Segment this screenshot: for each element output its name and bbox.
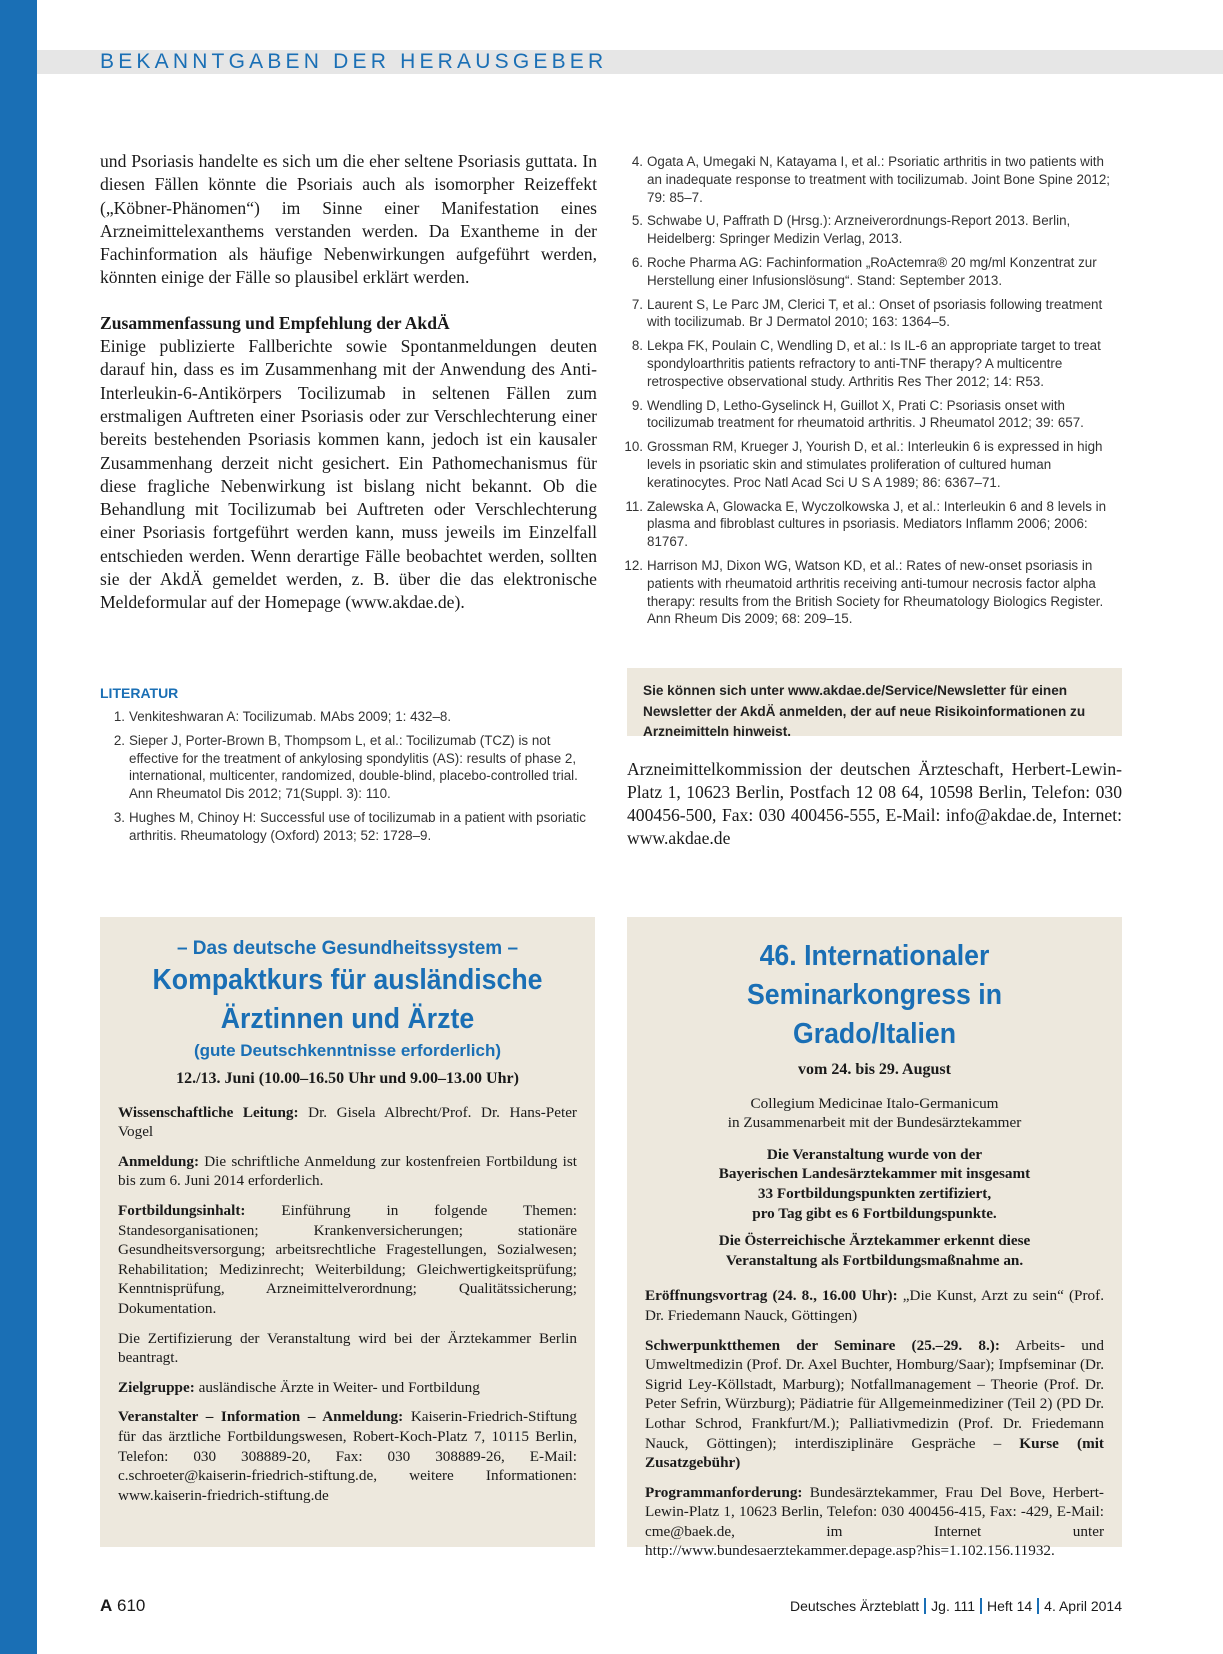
ad-paragraph: Eröffnungsvortrag (24. 8., 16.00 Uhr): „Die Kunst, Arzt zu sein“ (Prof. Dr. Friedemann Nauck, Göttingen): [645, 1287, 1104, 1324]
reference-list-right: [624, 153, 1121, 634]
ad-org: Collegium Medicinae Italo-Germanicum in Zusammenarbeit mit der Bundesärztekammer: [727, 1094, 1022, 1132]
ad-paragraph: Zielgruppe: ausländische Ärzte in Weiter- und Fortbildung: [118, 1378, 480, 1396]
ad-austria-note: Die Österreichische Ärztekammer erkennt diese Veranstaltung als Fortbildungsmaßnahme an.: [718, 1232, 1031, 1269]
reference-text: Sieper J, Porter-Brown B, Thompsom L, et al.: Tocilizumab (TCZ) is not effective for the treatment of ankylosing spondylitis (AS): results of phase 2, international, multicenter, randomized, double-blind, placebo-controlled trial. Ann Rheumatol Dis 2012; 71(Suppl. 3): 110.: [129, 732, 578, 802]
ad-box-kompaktkurs: [100, 917, 595, 1547]
article-body: [100, 150, 597, 615]
ad-subtitle: – Das deutsche Gesundheitssystem –: [176, 938, 519, 959]
separator: [924, 1598, 926, 1614]
reference-number: 7.: [631, 296, 643, 312]
ad-certification: Die Veranstaltung wurde von der Bayerischen Landesärztekammer mit insgesamt 33 Fortbildungspunkten zertifiziert, pro Tag gibt es 6 Fortbildungspunkte.: [718, 1145, 1031, 1222]
reference-item: [627, 153, 1121, 206]
journal-issue: Heft 14: [987, 1598, 1033, 1614]
paragraph: Einige publizierte Fallberichte sowie Spontanmeldungen deuten darauf hin, dass es im Zusammenhang mit der Anwendung des Anti-Interleukin-6-Antikörpers Tocilizumab in seltenen Fällen zum erstmaligen Auftreten einer Psoriasis oder zur Verschlechterung einer bereits bestehenden Psoriasis kommen kann, jedoch ist ein kausaler Zusammenhang derzeit nicht gesichert. Ein Pathomechanismus für diese fragliche Nebenwirkung ist bislang nicht bekannt. Ob die Behandlung mit Tocilizumab bei Auftreten oder Verschlechterung einer Psoriasis fortgeführt werden kann, muss jeweils im Einzelfall entschieden werden. Wenn derartige Fälle beobachtet werden, sollten sie der AkdÄ gemeldet werden, z. B. über die das elektronische Meldeformular auf der Homepage (www.akdae.de).: [100, 336, 597, 613]
page-number: A 610: [100, 1596, 146, 1615]
reference-item: [105, 809, 598, 845]
reference-text: Harrison MJ, Dixon WG, Watson KD, et al.: Rates of new-onset psoriasis in patients with rheumatoid arthritis receiving anti-tumour necrosis factor alpha therapy: results from the British Society for Rheumatology Biologics Register. Ann Rheum Dis 2009; 68: 209–15.: [647, 557, 1104, 627]
left-color-bar: [0, 0, 37, 1654]
ad-paragraph: Veranstalter – Information – Anmeldung: Kaiserin-Friedrich-Stiftung für das ärztliche Fortbildungswesen, Robert-Koch-Platz 7, 10115 Berlin, Telefon: 030 308889-20, Fax: 030 308889-26, E-Mail: c.schroeter@kaiserin-friedrich-stiftung.de, weitere Informationen: www.kaiserin-friedrich-stiftung.de: [118, 1408, 577, 1504]
separator: [980, 1598, 982, 1614]
journal-date: 4. April 2014: [1044, 1598, 1122, 1614]
journal-volume: Jg. 111: [931, 1598, 976, 1614]
ad-paragraph: Schwerpunktthemen der Seminare (25.–29. 8.): Arbeits- und Umweltmedizin (Prof. Dr. Axel Buchter, Homburg/Saar); Impfseminar (Dr. Sigrid Ley-Köllstadt, Marburg); Notfallmanagement – Theorie (Prof. Dr. Peter Sefrin, Würzburg); Pädiatrie für Allgemeinmediziner (Teil 2) (PD Dr. Lothar Schrod, Frankfurt/M.); Palliativmedizin (Prof. Dr. Friedemann Nauck, Göttingen); interdisziplinäre Gespräche – Kurse (mit Zusatzgebühr): [645, 1336, 1104, 1472]
section-subheading: Zusammenfassung und Empfehlung der AkdÄ: [100, 312, 450, 333]
reference-number: 6.: [631, 254, 643, 270]
reference-item: [624, 557, 1121, 628]
reference-list-left: [105, 708, 598, 851]
reference-text: Venkiteshwaran A: Tocilizumab. MAbs 2009; 1: 432–8.: [129, 709, 452, 724]
reference-number: 10.: [624, 439, 643, 455]
section-heading: BEKANNTGABEN DER HERAUSGEBER: [100, 50, 608, 73]
reference-item: [105, 732, 598, 803]
paragraph: und Psoriasis handelte es sich um die eher seltene Psoriasis guttata. In diesen Fällen könnte die Psoriais auch als isomorpher Reizeffekt („Köbner-Phänomen“) im Sinne einer Manifestation eines Arzneimittelexanthems verstanden werden. Da Exantheme in der Fachinformation als häufige Nebenwirkungen aufgeführt werden, könnten einige der Fälle so plausibel erklärt werden.: [100, 151, 597, 288]
reference-text: Lekpa FK, Poulain C, Wendling D, et al.: Is IL-6 an appropriate target to treat spondyloarthritis patients refractory to anti-TNF therapy? A multicentre retrospective observational study. Arthritis Res Ther 2012; 14: R53.: [647, 338, 1101, 389]
reference-number: 3.: [113, 809, 125, 825]
reference-item: [627, 498, 1121, 551]
reference-item: [627, 337, 1121, 390]
reference-item: [627, 397, 1121, 433]
journal-name: Deutsches Ärzteblatt: [789, 1598, 920, 1614]
reference-number: 4.: [631, 154, 643, 169]
reference-number: 8.: [631, 338, 643, 354]
ad-paragraph: Die Zertifizierung der Veranstaltung wird bei der Ärztekammer Berlin beantragt.: [118, 1329, 577, 1367]
reference-text: Roche Pharma AG: Fachinformation „RoActemra® 20 mg/ml Konzentrat zur Herstellung einer Infusionslösung“. Stand: September 2013.: [647, 254, 1097, 288]
reference-text: Schwabe U, Paffrath D (Hrsg.): Arzneiverordnungs-Report 2013. Berlin, Heidelberg: Springer Medizin Verlag, 2013.: [647, 213, 1071, 247]
ad-paragraph: Fortbildungsinhalt: Einführung in folgende Themen: Standesorganisationen; Krankenversicherungen; stationäre Gesundheitsversorgung; arbeitsrechtliche Fragestellungen, Sozialwesen; Rehabilitation; Medizinrecht; Weiterbildung; Gleichwertigkeitsprüfung; Kenntnisprüfung, Arzneimittelverordnung; Qualitätssicherung; Dokumentation.: [118, 1201, 577, 1317]
reference-text: Hughes M, Chinoy H: Successful use of tocilizumab in a patient with psoriatic arthritis. Rheumatology (Oxford) 2013; 52: 1728–9.: [129, 809, 586, 843]
reference-number: 9.: [631, 397, 643, 413]
reference-text: Laurent S, Le Parc JM, Clerici T, et al.: Onset of psoriasis following treatment with tocilizumab. Br J Dermatol 2010; 163: 1364–5.: [647, 296, 1103, 330]
ad-title-line: Kompaktkurs für ausländische: [152, 964, 543, 996]
newsletter-box: Sie können sich unter www.akdae.de/Service/Newsletter für einen Newsletter der AkdÄ anmelden, der auf neue Risikoinformationen zu Arzneimitteln hinweist.: [627, 668, 1122, 736]
reference-number: 12.: [624, 557, 643, 573]
ad-box-seminarkongress: [627, 917, 1122, 1560]
reference-number: 5.: [631, 213, 643, 229]
akdae-address: Arzneimittelkommission der deutschen Ärzteschaft, Herbert-Lewin-Platz 1, 10623 Berlin, Postfach 12 08 64, 10598 Berlin, Telefon: 030 400456-500, Fax: 030 400456-555, E-Mail: info@akdae.de, Internet: www.akdae.de: [627, 759, 1122, 848]
reference-number: 2.: [113, 732, 125, 748]
reference-item: [627, 212, 1121, 248]
reference-text: Zalewska A, Glowacka E, Wyczolkowska J, et al.: Interleukin 6 and 8 levels in plasma and fibroblast cultures in psoriasis. Mediators Inflamm 2006; 2006: 81767.: [647, 498, 1107, 550]
reference-text: Grossman RM, Krueger J, Yourish D, et al.: Interleukin 6 is expressed in high levels in psoriatic skin and stimulates proliferation of cultured human keratinocytes. Proc Natl Acad Sci U S A 1989; 86: 6367–71.: [647, 439, 1103, 490]
reference-text: Wendling D, Letho-Gyselinck H, Guillot X, Prati C: Psoriasis onset with tocilizumab treatment for rheumatoid arthritis. J Rheumatol 2012; 39: 657.: [647, 397, 1084, 431]
reference-number: 11.: [625, 498, 643, 514]
reference-item: [105, 708, 598, 726]
ad-date: vom 24. bis 29. August: [798, 1061, 951, 1078]
reference-item: [627, 254, 1121, 290]
ad-date: 12./13. Juni (10.00–16.50 Uhr und 9.00–13.00 Uhr): [176, 1070, 519, 1087]
ad-title-line: Ärztinnen und Ärzte: [220, 1003, 475, 1035]
ad-paragraph: Wissenschaftliche Leitung: Dr. Gisela Albrecht/Prof. Dr. Hans-Peter Vogel: [118, 1103, 577, 1141]
ad-paragraph: Anmeldung: Die schriftliche Anmeldung zur kostenfreien Fortbildung ist bis zum 6. Juni 2014 erforderlich.: [118, 1152, 577, 1190]
literature-heading: LITERATUR: [100, 685, 179, 701]
separator: [1037, 1598, 1039, 1614]
ad-title-line: Seminarkongress in Grado/Italien: [746, 979, 1003, 1050]
ad-paragraph: Programmanforderung: Bundesärztekammer, Frau Del Bove, Herbert-Lewin-Platz 1, 10623 Berlin, Telefon: 030 400456-415, Fax: -429, E-Mail: cme@baek.de, im Internet unter http://www.bundesaerztekammer.depage.asp?his=1.102.156.11932.: [645, 1483, 1104, 1560]
reference-item: [627, 296, 1121, 332]
ad-note: (gute Deutschkenntnisse erforderlich): [193, 1041, 501, 1060]
reference-text: Ogata A, Umegaki N, Katayama I, et al.: Psoriatic arthritis in two patients with an inadequate response to treatment with tocilizumab. Joint Bone Spine 2012; 79: 85–7.: [647, 154, 1111, 205]
ad-title-line: 46. Internationaler: [759, 940, 990, 972]
reference-item: [624, 438, 1121, 491]
reference-number: 1.: [113, 709, 125, 724]
journal-footer: [790, 1598, 1122, 1614]
